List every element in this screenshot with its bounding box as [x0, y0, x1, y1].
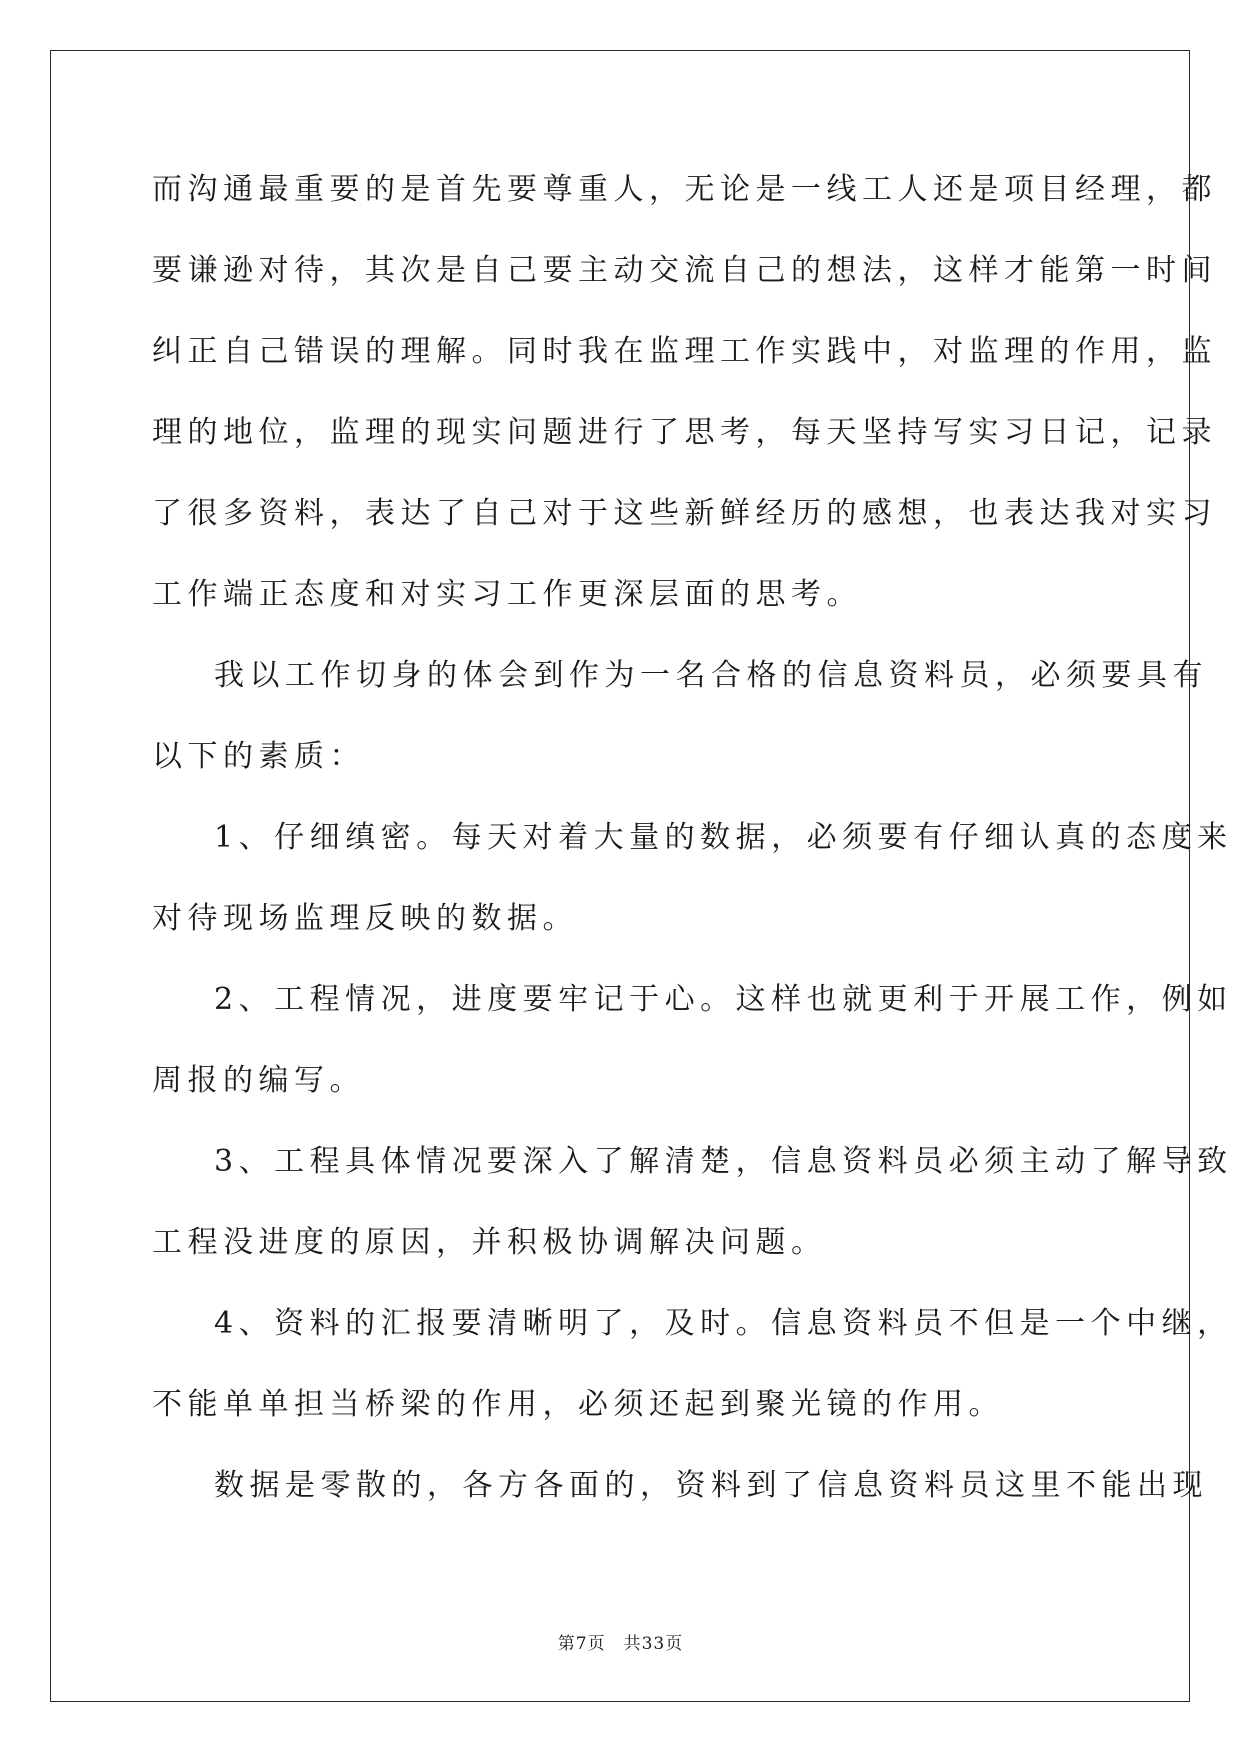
text-line: 2、工程情况，进度要牢记于心。这样也就更利于开展工作，例如 — [214, 982, 1233, 1017]
text-line: 而沟通最重要的是首先要尊重人，无论是一线工人还是项目经理，都 — [152, 172, 1217, 207]
text-line: 3、工程具体情况要深入了解清楚，信息资料员必须主动了解导致 — [214, 1144, 1233, 1179]
page-border — [50, 50, 1233, 1702]
text-line: 以下的素质： — [152, 739, 365, 774]
text-line: 工程没进度的原因，并积极协调解决问题。 — [152, 1225, 827, 1260]
text-line: 要谦逊对待，其次是自己要主动交流自己的想法，这样才能第一时间 — [152, 253, 1217, 288]
text-line: 了很多资料，表达了自己对于这些新鲜经历的感想，也表达我对实习 — [152, 496, 1217, 531]
text-line: 对待现场监理反映的数据。 — [152, 901, 578, 936]
text-line: 周报的编写。 — [152, 1063, 365, 1098]
text-line: 4、资料的汇报要清晰明了，及时。信息资料员不但是一个中继， — [214, 1306, 1233, 1341]
text-line: 我以工作切身的体会到作为一名合格的信息资料员，必须要具有 — [214, 658, 1208, 693]
text-line: 工作端正态度和对实习工作更深层面的思考。 — [152, 577, 862, 612]
text-line: 不能单单担当桥梁的作用，必须还起到聚光镜的作用。 — [152, 1387, 1004, 1422]
text-line: 纠正自己错误的理解。同时我在监理工作实践中，对监理的作用，监 — [152, 334, 1217, 369]
text-line: 数据是零散的，各方各面的，资料到了信息资料员这里不能出现 — [214, 1468, 1208, 1503]
page-number: 第7页 共33页 — [557, 1634, 684, 1654]
text-line: 理的地位，监理的现实问题进行了思考，每天坚持写实习日记，记录 — [152, 415, 1217, 450]
text-line: 1、仔细缜密。每天对着大量的数据，必须要有仔细认真的态度来 — [214, 820, 1233, 855]
